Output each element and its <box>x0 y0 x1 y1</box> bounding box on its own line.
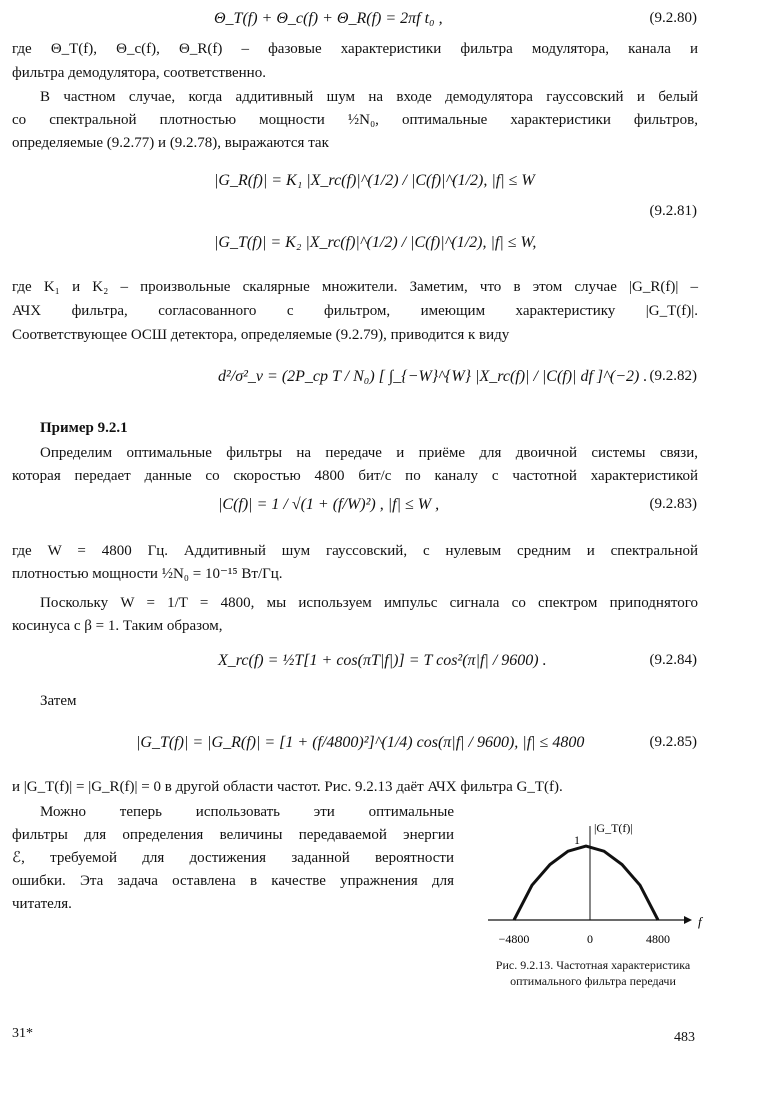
text-line: косинуса с β = 1. Таким образом, <box>12 618 223 634</box>
equation-9-2-85: |G_T(f)| = |G_R(f)| = [1 + (f/4800)²]^(1/4) cos(π|f| / 9600), |f| ≤ 4800 <box>136 734 585 751</box>
text-line: ошибки. Эта задача оставлена в качестве упражнения для <box>12 873 454 889</box>
text-line: плотностью мощности ½N₀ = 10⁻¹⁵ Вт/Гц. <box>12 566 283 582</box>
frequency-response-chart <box>470 812 710 954</box>
x-tick-label: 4800 <box>646 932 670 946</box>
signature-mark: 31* <box>12 1026 33 1041</box>
text-line: определяемые (9.2.77) и (9.2.78), выражаются так <box>12 135 329 151</box>
text-line: Поскольку W = 1/T = 4800, мы используем импульс сигнала со спектром приподнятого <box>40 595 698 611</box>
peak-label: 1 <box>574 833 580 847</box>
series-line <box>514 846 658 920</box>
text-line: фильтра демодулятора, соответственно. <box>12 65 266 81</box>
equation-9-2-84: X_rc(f) = ½T[1 + cos(πT|f|)] = T cos²(π|f| / 9600) . <box>218 652 547 669</box>
text-line: АЧХ фильтра, согласованного с фильтром, имеющим характеристику |G_T(f)|. <box>12 303 698 319</box>
example-heading: Пример 9.2.1 <box>40 420 128 436</box>
text-line: читателя. <box>12 896 72 912</box>
equation-9-2-80: Θ_T(f) + Θ_c(f) + Θ_R(f) = 2πf t₀ , <box>214 10 443 27</box>
text-line: ℰ, требуемой для достижения заданной вероятности <box>12 850 454 866</box>
equation-9-2-81-line1: |G_R(f)| = K₁ |X_rc(f)|^(1/2) / |C(f)|^(1/2), |f| ≤ W <box>214 172 535 189</box>
equation-number: (9.2.83) <box>649 496 697 512</box>
text-line: и |G_T(f)| = |G_R(f)| = 0 в другой области частот. Рис. 9.2.13 даёт АЧХ фильтра G_T(f). <box>12 779 563 795</box>
x-axis-arrow-icon <box>684 916 692 924</box>
text-line: которая передает данные со скоростью 4800 бит/с по каналу с частотной характеристикой <box>12 468 698 484</box>
equation-number: (9.2.80) <box>649 10 697 26</box>
text-line: где Θ_T(f), Θ_c(f), Θ_R(f) – фазовые характеристики фильтра модулятора, канала и <box>12 41 698 57</box>
equation-9-2-82: d²/σ²_ν = (2P_ср T / N₀) [ ∫_{−W}^{W} |X_rc(f)| / |C(f)| df ]^(−2) . <box>218 368 648 385</box>
text-line: где W = 4800 Гц. Аддитивный шум гауссовский, с нулевым средним и спектральной <box>12 543 698 559</box>
text-line: где K₁ и K₂ – произвольные скалярные множители. Заметим, что в этом случае |G_R(f)| – <box>12 279 698 295</box>
text-line: Затем <box>40 693 77 709</box>
page-number: 483 <box>674 1030 695 1045</box>
caption-line: Рис. 9.2.13. Частотная характеристика <box>495 958 691 972</box>
equation-number: (9.2.81) <box>649 203 697 219</box>
equation-number: (9.2.84) <box>649 652 697 668</box>
x-tick-label: 0 <box>587 932 593 946</box>
figure-caption <box>458 957 728 989</box>
x-axis-label: f <box>698 914 702 929</box>
text-line: Можно теперь использовать эти оптимальные <box>40 804 454 820</box>
text-line: Соответствующее ОСШ детектора, определяемые (9.2.79), приводится к виду <box>12 327 510 343</box>
y-axis-label: |G_T(f)| <box>594 821 633 835</box>
equation-number: (9.2.82) <box>649 368 697 384</box>
caption-line: оптимального фильтра передачи <box>510 974 676 988</box>
text-line: со спектральной плотностью мощности ½N₀, оптимальные характеристики фильтров, <box>12 112 698 128</box>
text-line: В частном случае, когда аддитивный шум на входе демодулятора гауссовский и белый <box>40 89 698 105</box>
text-line: фильтры для определения величины передаваемой энергии <box>12 827 454 843</box>
text-line: Определим оптимальные фильтры на передаче и приёме для двоичной системы связи, <box>40 445 698 461</box>
equation-9-2-83: |C(f)| = 1 / √(1 + (f/W)²) , |f| ≤ W , <box>218 496 440 513</box>
equation-number: (9.2.85) <box>649 734 697 750</box>
x-tick-label: −4800 <box>498 932 530 946</box>
equation-9-2-81-line2: |G_T(f)| = K₂ |X_rc(f)|^(1/2) / |C(f)|^(1/2), |f| ≤ W, <box>214 234 537 251</box>
